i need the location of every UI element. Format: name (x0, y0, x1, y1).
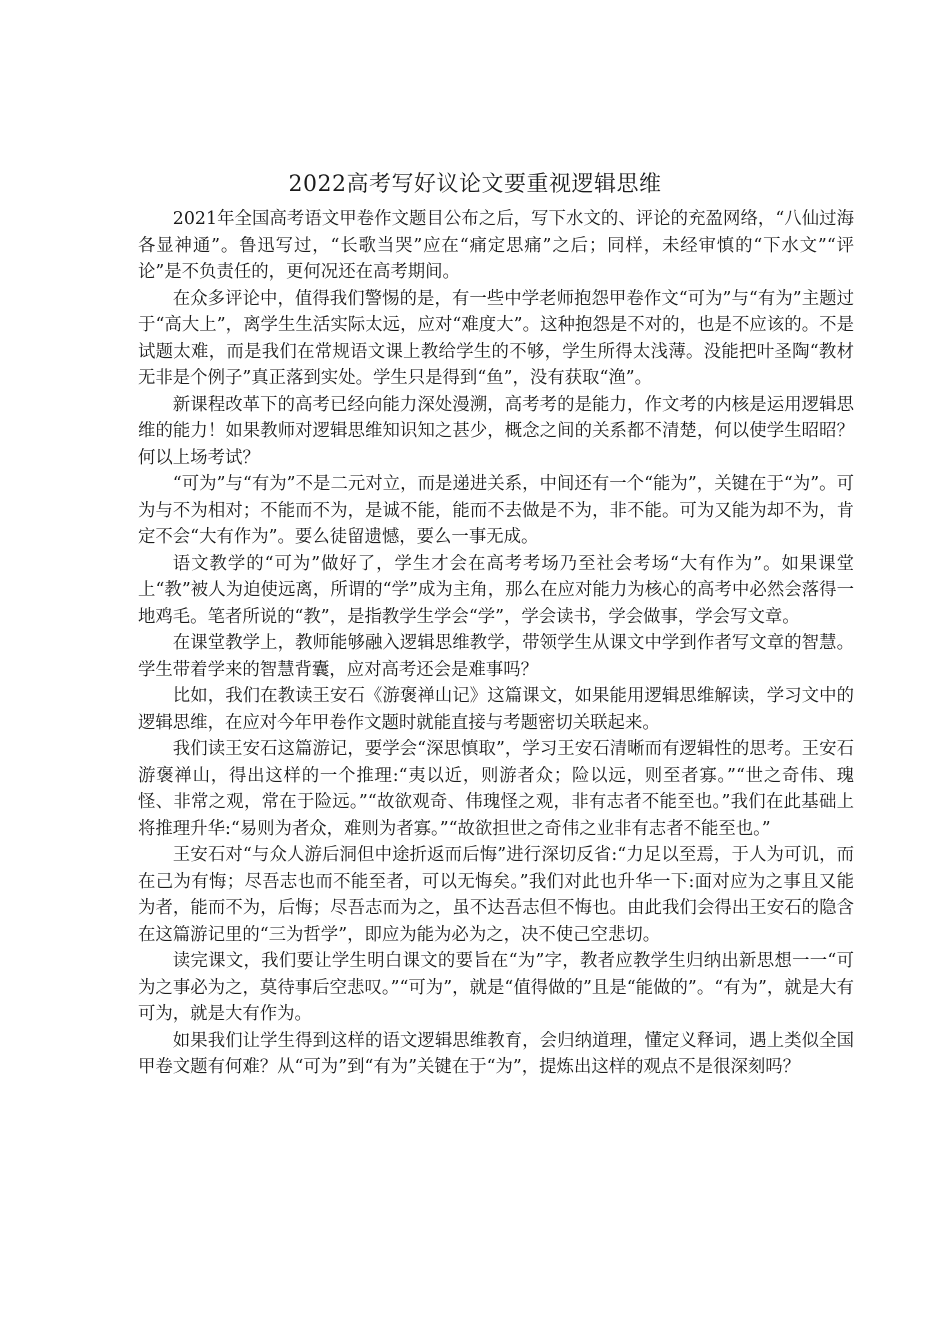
document-body (138, 206, 854, 1081)
paragraph: 比如，我们在教读王安石《游褒禅山记》这篇课文，如果能用逻辑思维解读，学习文中的逻辑思维，在应对今年甲卷作文题时就能直接与考题密切关联起来。 (138, 686, 854, 733)
paragraph: 语文教学的“可为”做好了，学生才会在高考考场乃至社会考场“大有作为”。如果课堂上“教”被人为迫使远离，所谓的“学”成为主角，那么在应对能力为核心的高考中必然会落得一地鸡毛。笔者所说的“教”，是指教学生学会“学”，学会读书，学会做事，学会写文章。 (138, 553, 854, 627)
paragraph: 在课堂教学上，教师能够融入逻辑思维教学，带领学生从课文中学到作者写文章的智慧。学生带着学来的智慧背囊，应对高考还会是难事吗？ (138, 633, 854, 680)
paragraph: 新课程改革下的高考已经向能力深处漫溯，高考考的是能力，作文考的内核是运用逻辑思维的能力！如果教师对逻辑思维知识知之甚少，概念之间的关系都不清楚，何以使学生昭昭？何以上场考试？ (138, 394, 854, 468)
paragraph: 如果我们让学生得到这样的语文逻辑思维教育，会归纳道理，懂定义释词，遇上类似全国甲卷文题有何难？从“可为”到“有为”关键在于“为”，提炼出这样的观点不是很深刻吗？ (138, 1030, 854, 1077)
paragraph: “可为”与“有为”不是二元对立，而是递进关系，中间还有一个“能为”，关键在于“为”。可为与不为相对；不能而不为，是诚不能，能而不去做是不为，非不能。可为又能为却不为，肯定不会“大有作为”。要么徒留遗憾，要么一事无成。 (138, 474, 854, 547)
paragraph: 王安石对“与众人游后洞但中途折返而后悔”进行深切反省:“力足以至焉，于人为可讥，而在己为有悔；尽吾志也而不能至者，可以无悔矣。”我们对此也升华一下:面对应为之事且又能为者，能而不为，后悔；尽吾志而为之，虽不达吾志但不悔也。由此我们会得出王安石的隐含在这篇游记里的“三为哲学”，即应为能为必为之，决不使己空悲切。 (138, 845, 854, 945)
paragraph: 2021年全国高考语文甲卷作文题目公布之后，写下水文的、评论的充盈网络，“八仙过海各显神通”。鲁迅写过，“长歌当哭”应在“痛定思痛”之后；同样，未经审慎的“下水文”“评论”是不负责任的，更何况还在高考期间。 (138, 209, 854, 282)
paragraph: 在众多评论中，值得我们警惕的是，有一些中学老师抱怨甲卷作文“可为”与“有为”主题过于“高大上”，离学生生活实际太远，应对“难度大”。这种抱怨是不对的，也是不应该的。不是试题太难，而是我们在常规语文课上教给学生的不够，学生所得太浅薄。没能把叶圣陶“教材无非是个例子”真正落到实处。学生只是得到“鱼”，没有获取“渔”。 (138, 288, 854, 388)
paragraph: 读完课文，我们要让学生明白课文的要旨在“为”字，教者应教学生归纳出新思想一一“可为之事必为之，莫待事后空悲叹。”“可为”，就是“值得做的”且是“能做的”。“有为”，就是大有可为，就是大有作为。 (138, 951, 854, 1024)
paragraph: 我们读王安石这篇游记，要学会“深思慎取”，学习王安石清晰而有逻辑性的思考。王安石游褒禅山，得出这样的一个推理:“夷以近，则游者众；险以远，则至者寡。”“世之奇伟、瑰怪、非常之观，常在于险远。”“故欲观奇、伟瑰怪之观，非有志者不能至也。”我们在此基础上将推理升华:“易则为者众，难则为者寡。”“故欲担世之奇伟之业非有志者不能至也。” (138, 739, 854, 839)
document-title: 2022高考写好议论文要重视逻辑思维 (288, 172, 662, 197)
